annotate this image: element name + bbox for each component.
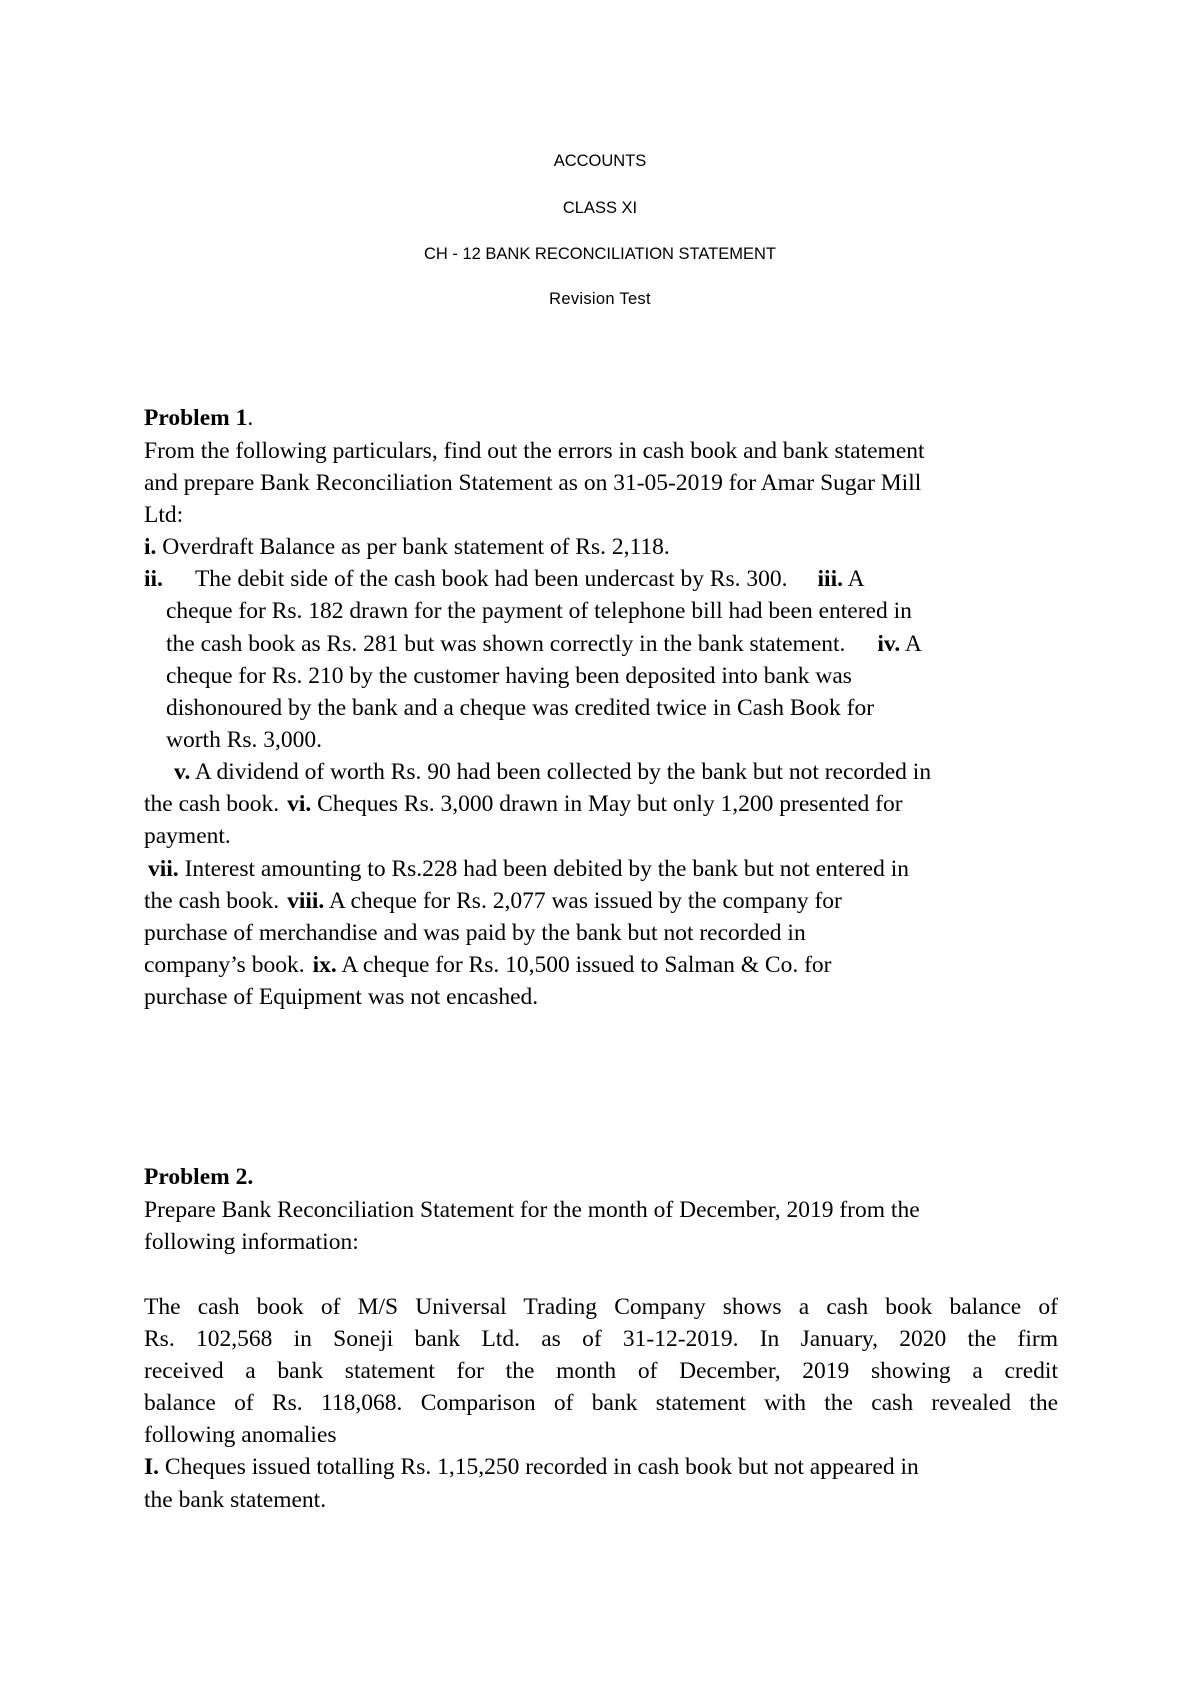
subject-title: ACCOUNTS	[553, 152, 647, 170]
item-iii: the cash book as Rs. 281 but was shown correctly in the bank statement. iv. A	[166, 631, 922, 657]
item-ii: ii. The debit side of the cash book had been undercast by Rs. 300. iii. A	[144, 566, 865, 592]
test-title: Revision Test	[549, 290, 651, 308]
problem-2-intro: Prepare Bank Reconciliation Statement for the month of December, 2019 from the	[144, 1197, 920, 1223]
problem-2-paragraph: Rs. 102,568 in Soneji bank Ltd. as of 31-12-2019. In January, 2020 the firm	[144, 1326, 1058, 1352]
item-iv: worth Rs. 3,000.	[166, 727, 323, 753]
problem-2-heading: Problem 2.	[144, 1164, 254, 1190]
problem-1-intro: and prepare Bank Reconciliation Statement as on 31-05-2019 for Amar Sugar Mill	[144, 470, 922, 496]
item-v: v. A dividend of worth Rs. 90 had been collected by the bank but not recorded in	[174, 759, 932, 785]
item-vi: the cash book. vi. Cheques Rs. 3,000 drawn in May but only 1,200 presented for	[144, 791, 903, 817]
item-i: i. Overdraft Balance as per bank statement of Rs. 2,118.	[144, 534, 670, 560]
problem-2-intro: following information:	[144, 1229, 359, 1255]
problem-2-paragraph: received a bank statement for the month of December, 2019 showing a credit	[144, 1358, 1058, 1384]
item-I: I. Cheques issued totalling Rs. 1,15,250 recorded in cash book but not appeared in	[144, 1454, 919, 1480]
item-iv: dishonoured by the bank and a cheque was credited twice in Cash Book for	[166, 695, 875, 721]
item-vi: payment.	[144, 823, 231, 849]
item-viii: the cash book. viii. A cheque for Rs. 2,077 was issued by the company for	[144, 888, 842, 914]
problem-1-intro: Ltd:	[144, 502, 184, 528]
item-viii: purchase of merchandise and was paid by the bank but not recorded in	[144, 920, 806, 946]
chapter-title: CH - 12 BANK RECONCILIATION STATEMENT	[423, 245, 777, 263]
problem-1-intro: From the following particulars, find out the errors in cash book and bank statement	[144, 438, 925, 464]
item-iv: cheque for Rs. 210 by the customer having been deposited into bank was	[166, 663, 852, 689]
problem-2-paragraph: following anomalies	[144, 1422, 337, 1448]
item-vii: vii. Interest amounting to Rs.228 had been debited by the bank but not entered in	[148, 856, 909, 882]
item-ix: company’s book. ix. A cheque for Rs. 10,500 issued to Salman & Co. for	[144, 952, 832, 978]
problem-2-paragraph: The cash book of M/S Universal Trading Company shows a cash book balance of	[144, 1294, 1058, 1320]
item-I: the bank statement.	[144, 1487, 327, 1513]
class-title: CLASS XI	[562, 199, 638, 217]
item-ix: purchase of Equipment was not encashed.	[144, 984, 539, 1010]
problem-2-paragraph: balance of Rs. 118,068. Comparison of bank statement with the cash revealed the	[144, 1390, 1058, 1416]
problem-1-heading: Problem 1.	[144, 405, 254, 431]
item-iii: cheque for Rs. 182 drawn for the payment of telephone bill had been entered in	[166, 598, 912, 624]
